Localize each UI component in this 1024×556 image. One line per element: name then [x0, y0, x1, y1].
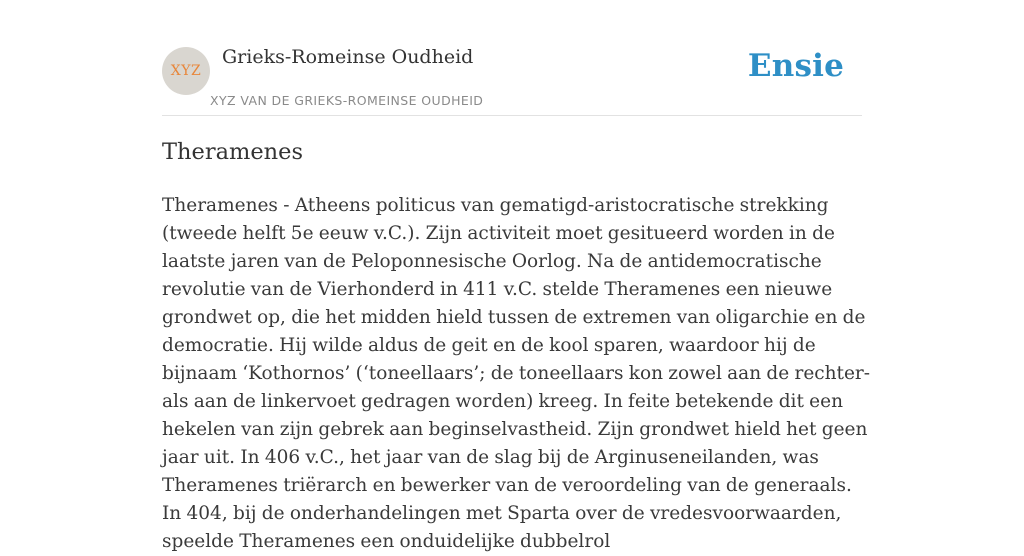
source-avatar[interactable]	[162, 47, 210, 95]
source-subtitle[interactable]: XYZ VAN DE GRIEKS-ROMEINSE OUDHEID	[210, 93, 484, 108]
source-header	[162, 40, 862, 116]
brand-logo[interactable]: Ensie	[747, 48, 844, 84]
avatar-text: XYZ	[170, 63, 202, 79]
source-title[interactable]: Grieks-Romeinse Oudheid	[222, 46, 474, 68]
article-body: Theramenes - Atheens politicus van gematigd-aristocratische strekking (tweede helft 5e eeuw v.C.). Zijn activiteit moet gesitueerd worden in de laatste jaren van de Peloponnesische Oorlog. Na de antidemocratische revolutie van de Vierhonderd in 411 v.C. stelde Theramenes een nieuwe grondwet op, die het midden hield tussen de extremen van oligarchie en de democratie. Hij wilde aldus de geit en de kool sparen, waardoor hij de bijnaam ‘Kothornos’ (‘toneellaars’; de toneellaars kon zowel aan de rechter- als aan de linkervoet gedragen worden) kreeg. In feite betekende dit een hekelen van zijn gebrek aan beginselvastheid. Zijn grondwet hield het geen jaar uit. In 406 v.C., het jaar van de slag bij de Arginuseneilanden, was Theramenes triërarch en bewerker van de veroordeling van de generaals. In 404, bij de onderhandelingen met Sparta over de vredesvoorwaarden, speelde Theramenes een onduidelijke dubbelrol	[162, 195, 871, 552]
article-title: Theramenes	[162, 139, 303, 165]
